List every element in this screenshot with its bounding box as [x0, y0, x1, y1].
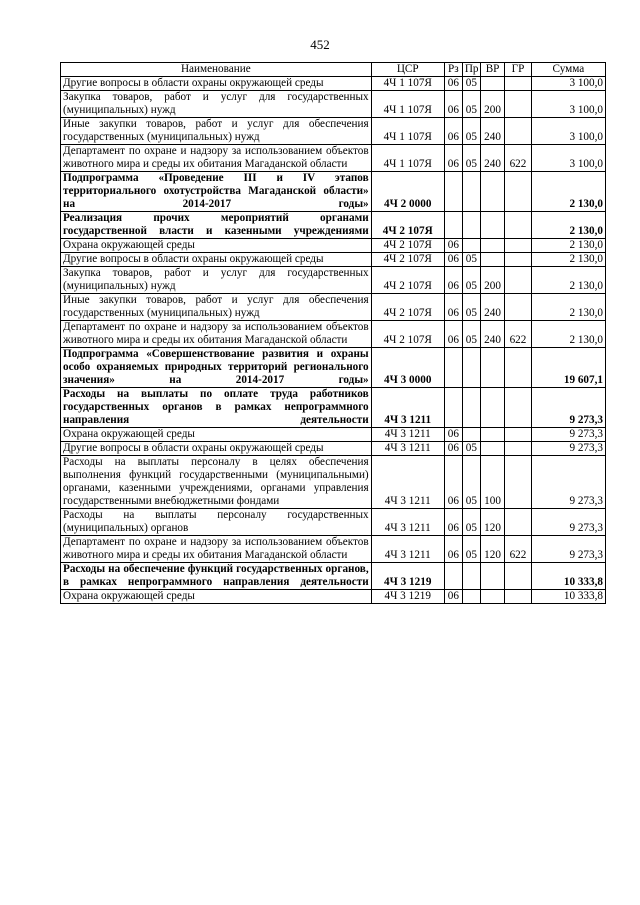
- cell-rz: 06: [444, 456, 462, 509]
- column-header-pr: Пр: [462, 63, 480, 77]
- cell-csr: 4Ч 1 107Я: [371, 118, 444, 145]
- cell-gr: [505, 253, 532, 267]
- cell-name: Иные закупки товаров, работ и услуг для обеспечения государственных (муниципальных) нужд: [61, 294, 372, 321]
- cell-sum: 19 607,1: [531, 348, 605, 388]
- cell-rz: [444, 563, 462, 590]
- table-row: [61, 118, 606, 145]
- table-row: [61, 172, 606, 212]
- cell-rz: 06: [444, 239, 462, 253]
- cell-vr: [480, 77, 504, 91]
- cell-rz: 06: [444, 91, 462, 118]
- cell-rz: 06: [444, 536, 462, 563]
- cell-gr: [505, 456, 532, 509]
- cell-rz: [444, 212, 462, 239]
- cell-gr: [505, 388, 532, 428]
- table-row: [61, 212, 606, 239]
- cell-gr: [505, 428, 532, 442]
- cell-name: Охрана окружающей среды: [61, 590, 372, 604]
- cell-sum: 2 130,0: [531, 321, 605, 348]
- cell-rz: 06: [444, 442, 462, 456]
- column-header-csr: ЦСР: [371, 63, 444, 77]
- cell-csr: 4Ч 3 0000: [371, 348, 444, 388]
- cell-sum: 9 273,3: [531, 456, 605, 509]
- cell-gr: [505, 294, 532, 321]
- cell-vr: 120: [480, 509, 504, 536]
- cell-gr: [505, 239, 532, 253]
- cell-gr: [505, 442, 532, 456]
- cell-vr: 120: [480, 536, 504, 563]
- table-row: [61, 91, 606, 118]
- cell-name: Подпрограмма «Проведение III и IV этапов территориального охотустройства Магаданской области» на 2014-2017 годы»: [61, 172, 372, 212]
- cell-vr: 240: [480, 118, 504, 145]
- cell-name: Расходы на выплаты персоналу в целях обеспечения выполнения функций государственными (муниципальными) органами, казенными учреждениями, органами управления государственными внебюджетными фондами: [61, 456, 372, 509]
- cell-vr: [480, 563, 504, 590]
- cell-name: Департамент по охране и надзору за использованием объектов животного мира и среды их обитания Магаданской области: [61, 145, 372, 172]
- cell-rz: [444, 388, 462, 428]
- cell-sum: 9 273,3: [531, 388, 605, 428]
- cell-name: Подпрограмма «Совершенствование развития и охраны особо охраняемых природных территорий регионального значения» на 2014-2017 годы»: [61, 348, 372, 388]
- cell-sum: 3 100,0: [531, 91, 605, 118]
- cell-csr: 4Ч 2 107Я: [371, 253, 444, 267]
- cell-pr: [462, 590, 480, 604]
- cell-vr: 200: [480, 267, 504, 294]
- cell-pr: 05: [462, 267, 480, 294]
- cell-sum: 9 273,3: [531, 442, 605, 456]
- table-header: [61, 63, 606, 77]
- cell-gr: 622: [505, 536, 532, 563]
- cell-pr: 05: [462, 442, 480, 456]
- cell-rz: 06: [444, 294, 462, 321]
- cell-pr: 05: [462, 456, 480, 509]
- table-row: [61, 321, 606, 348]
- cell-pr: [462, 563, 480, 590]
- cell-name: Иные закупки товаров, работ и услуг для обеспечения государственных (муниципальных) нужд: [61, 118, 372, 145]
- cell-csr: 4Ч 3 1211: [371, 456, 444, 509]
- cell-pr: [462, 172, 480, 212]
- cell-name: Расходы на выплаты по оплате труда работников государственных органов в рамках непрограммного направления деятельности: [61, 388, 372, 428]
- cell-csr: 4Ч 1 107Я: [371, 77, 444, 91]
- cell-sum: 2 130,0: [531, 239, 605, 253]
- cell-gr: [505, 267, 532, 294]
- cell-gr: [505, 563, 532, 590]
- cell-csr: 4Ч 2 107Я: [371, 239, 444, 253]
- cell-csr: 4Ч 2 0000: [371, 172, 444, 212]
- cell-rz: 06: [444, 590, 462, 604]
- cell-sum: 9 273,3: [531, 428, 605, 442]
- cell-rz: 06: [444, 428, 462, 442]
- column-header-rz: Рз: [444, 63, 462, 77]
- cell-vr: [480, 348, 504, 388]
- cell-rz: 06: [444, 145, 462, 172]
- table-row: [61, 563, 606, 590]
- cell-sum: 3 100,0: [531, 145, 605, 172]
- cell-name: Закупка товаров, работ и услуг для государственных (муниципальных) нужд: [61, 267, 372, 294]
- table-row: [61, 590, 606, 604]
- cell-vr: 100: [480, 456, 504, 509]
- page-number: 452: [310, 37, 330, 52]
- column-header-vr: ВР: [480, 63, 504, 77]
- table-row: [61, 509, 606, 536]
- cell-sum: 2 130,0: [531, 172, 605, 212]
- cell-csr: 4Ч 3 1211: [371, 388, 444, 428]
- cell-name: Реализация прочих мероприятий органами государственной власти и казенными учреждениями: [61, 212, 372, 239]
- table-row: [61, 456, 606, 509]
- cell-vr: [480, 253, 504, 267]
- cell-name: Департамент по охране и надзору за использованием объектов животного мира и среды их обитания Магаданской области: [61, 536, 372, 563]
- cell-csr: 4Ч 2 107Я: [371, 321, 444, 348]
- table-row: [61, 77, 606, 91]
- cell-pr: 05: [462, 536, 480, 563]
- cell-vr: [480, 239, 504, 253]
- cell-rz: 06: [444, 77, 462, 91]
- cell-name: Охрана окружающей среды: [61, 239, 372, 253]
- cell-rz: 06: [444, 509, 462, 536]
- table-row: [61, 267, 606, 294]
- cell-pr: 05: [462, 294, 480, 321]
- cell-pr: 05: [462, 77, 480, 91]
- table-row: [61, 388, 606, 428]
- table-row: [61, 145, 606, 172]
- cell-name: Охрана окружающей среды: [61, 428, 372, 442]
- cell-rz: [444, 348, 462, 388]
- table-row: [61, 294, 606, 321]
- cell-name: Расходы на выплаты персоналу государственных (муниципальных) органов: [61, 509, 372, 536]
- cell-sum: 3 100,0: [531, 118, 605, 145]
- cell-name: Другие вопросы в области охраны окружающей среды: [61, 253, 372, 267]
- cell-sum: 2 130,0: [531, 253, 605, 267]
- cell-name: Департамент по охране и надзору за использованием объектов животного мира и среды их обитания Магаданской области: [61, 321, 372, 348]
- cell-pr: 05: [462, 321, 480, 348]
- cell-name: Расходы на обеспечение функций государственных органов, в рамках непрограммного направления деятельности: [61, 563, 372, 590]
- cell-vr: [480, 590, 504, 604]
- cell-pr: 05: [462, 91, 480, 118]
- table-row: [61, 239, 606, 253]
- cell-vr: [480, 212, 504, 239]
- budget-table: [60, 62, 606, 604]
- cell-rz: 06: [444, 253, 462, 267]
- cell-sum: 10 333,8: [531, 590, 605, 604]
- cell-csr: 4Ч 2 107Я: [371, 267, 444, 294]
- cell-csr: 4Ч 2 107Я: [371, 212, 444, 239]
- column-header-gr: ГР: [505, 63, 532, 77]
- cell-gr: 622: [505, 321, 532, 348]
- cell-vr: [480, 172, 504, 212]
- cell-pr: [462, 428, 480, 442]
- cell-gr: [505, 118, 532, 145]
- cell-vr: [480, 442, 504, 456]
- cell-name: Другие вопросы в области охраны окружающей среды: [61, 442, 372, 456]
- cell-vr: [480, 428, 504, 442]
- column-header-sum: Сумма: [531, 63, 605, 77]
- cell-rz: 06: [444, 118, 462, 145]
- cell-gr: [505, 348, 532, 388]
- cell-csr: 4Ч 3 1211: [371, 536, 444, 563]
- cell-gr: [505, 77, 532, 91]
- cell-vr: [480, 388, 504, 428]
- cell-gr: 622: [505, 145, 532, 172]
- cell-pr: 05: [462, 509, 480, 536]
- cell-pr: 05: [462, 118, 480, 145]
- cell-pr: [462, 212, 480, 239]
- cell-pr: 05: [462, 145, 480, 172]
- cell-sum: 3 100,0: [531, 77, 605, 91]
- cell-gr: [505, 509, 532, 536]
- cell-vr: 240: [480, 321, 504, 348]
- cell-gr: [505, 91, 532, 118]
- cell-vr: 200: [480, 91, 504, 118]
- cell-gr: [505, 172, 532, 212]
- cell-rz: 06: [444, 267, 462, 294]
- cell-gr: [505, 212, 532, 239]
- cell-csr: 4Ч 1 107Я: [371, 91, 444, 118]
- cell-pr: [462, 348, 480, 388]
- cell-vr: 240: [480, 145, 504, 172]
- cell-rz: [444, 172, 462, 212]
- table-row: [61, 442, 606, 456]
- column-header-name: Наименование: [61, 63, 372, 77]
- cell-gr: [505, 590, 532, 604]
- table-row: [61, 428, 606, 442]
- cell-pr: [462, 388, 480, 428]
- cell-pr: [462, 239, 480, 253]
- table-row: [61, 253, 606, 267]
- cell-csr: 4Ч 3 1211: [371, 428, 444, 442]
- cell-sum: 9 273,3: [531, 536, 605, 563]
- cell-pr: 05: [462, 253, 480, 267]
- cell-csr: 4Ч 1 107Я: [371, 145, 444, 172]
- cell-sum: 9 273,3: [531, 509, 605, 536]
- cell-csr: 4Ч 2 107Я: [371, 294, 444, 321]
- cell-vr: 240: [480, 294, 504, 321]
- cell-sum: 10 333,8: [531, 563, 605, 590]
- table-row: [61, 536, 606, 563]
- cell-csr: 4Ч 3 1211: [371, 442, 444, 456]
- table-body: [61, 77, 606, 604]
- cell-csr: 4Ч 3 1219: [371, 563, 444, 590]
- cell-sum: 2 130,0: [531, 212, 605, 239]
- table-row: [61, 348, 606, 388]
- cell-rz: 06: [444, 321, 462, 348]
- cell-sum: 2 130,0: [531, 267, 605, 294]
- cell-name: Другие вопросы в области охраны окружающей среды: [61, 77, 372, 91]
- cell-name: Закупка товаров, работ и услуг для государственных (муниципальных) нужд: [61, 91, 372, 118]
- cell-csr: 4Ч 3 1219: [371, 590, 444, 604]
- cell-csr: 4Ч 3 1211: [371, 509, 444, 536]
- cell-sum: 2 130,0: [531, 294, 605, 321]
